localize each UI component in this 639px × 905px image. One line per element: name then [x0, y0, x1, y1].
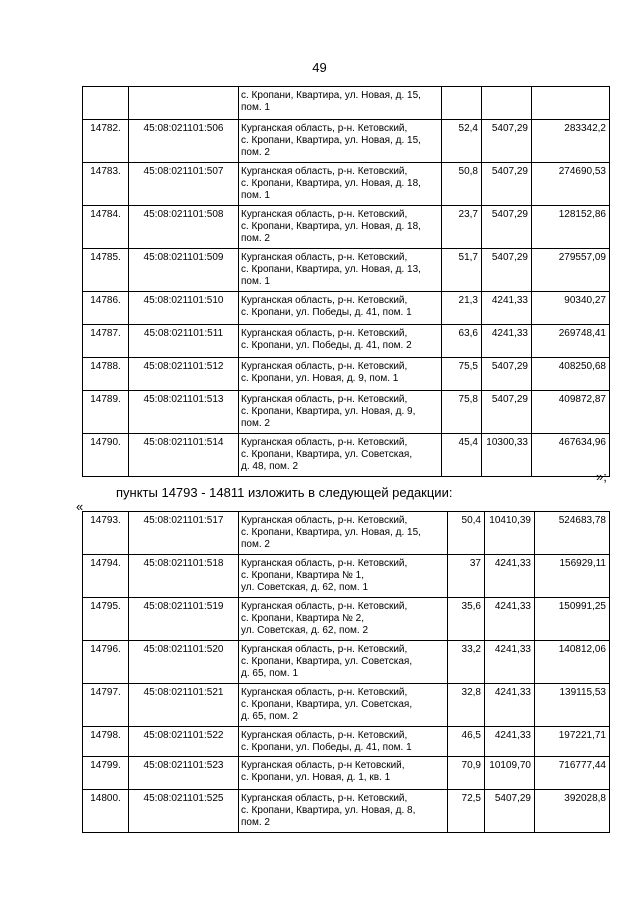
- rate-cell: 5407,29: [485, 790, 535, 833]
- rate-cell: 4241,33: [485, 684, 535, 727]
- row-number-cell: 14796.: [83, 641, 129, 684]
- area-cell: 33,2: [448, 641, 485, 684]
- table-row: [83, 757, 610, 790]
- amendment-instruction: пункты 14793 - 14811 изложить в следующей редакции:: [116, 485, 453, 500]
- cadastral-value-cell: 150991,25: [535, 598, 610, 641]
- area-cell: 50,4: [448, 512, 485, 555]
- cadastral-number-cell: 45:08:021101:525: [129, 790, 239, 833]
- area-cell: 75,8: [442, 391, 482, 434]
- rate-cell: 10300,33: [482, 434, 532, 477]
- row-number-cell: 14787.: [83, 325, 129, 358]
- rate-cell: 4241,33: [485, 727, 535, 757]
- cadastral-number-cell: 45:08:021101:517: [129, 512, 239, 555]
- area-cell: [442, 87, 482, 120]
- cadastral-number-cell: 45:08:021101:523: [129, 757, 239, 790]
- row-number-cell: 14797.: [83, 684, 129, 727]
- row-number-cell: 14785.: [83, 249, 129, 292]
- rate-cell: 5407,29: [482, 249, 532, 292]
- area-cell: 52,4: [442, 120, 482, 163]
- area-cell: 23,7: [442, 206, 482, 249]
- cadastral-value-cell: 467634,96: [532, 434, 610, 477]
- opening-quote: «: [76, 499, 84, 514]
- address-cell: Курганская область, р-н. Кетовский, с. Кропани, Квартира, ул. Советская, д. 65, пом. 1: [239, 641, 448, 684]
- cadastral-number-cell: 45:08:021101:520: [129, 641, 239, 684]
- cadastral-number-cell: 45:08:021101:514: [129, 434, 239, 477]
- cadastral-number-cell: 45:08:021101:519: [129, 598, 239, 641]
- address-cell: Курганская область, р-н. Кетовский, с. Кропани, Квартира, ул. Новая, д. 18, пом. 2: [239, 206, 442, 249]
- cadastral-value-cell: 140812,06: [535, 641, 610, 684]
- address-cell: Курганская область, р-н. Кетовский, с. Кропани, Квартира, ул. Новая, д. 8, пом. 2: [239, 790, 448, 833]
- cadastral-number-cell: 45:08:021101:511: [129, 325, 239, 358]
- address-cell: Курганская область, р-н. Кетовский, с. Кропани, Квартира, ул. Новая, д. 15, пом. 2: [239, 120, 442, 163]
- cadastral-number-cell: 45:08:021101:506: [129, 120, 239, 163]
- rate-cell: 10410,39: [485, 512, 535, 555]
- area-cell: 45,4: [442, 434, 482, 477]
- row-number-cell: 14782.: [83, 120, 129, 163]
- area-cell: 32,8: [448, 684, 485, 727]
- rate-cell: 4241,33: [482, 325, 532, 358]
- rate-cell: 4241,33: [482, 292, 532, 325]
- table-row: [83, 206, 610, 249]
- table-row: [83, 358, 610, 391]
- row-number-cell: 14793.: [83, 512, 129, 555]
- cadastral-value-cell: 283342,2: [532, 120, 610, 163]
- row-number-cell: 14799.: [83, 757, 129, 790]
- row-number-cell: 14786.: [83, 292, 129, 325]
- area-cell: 75,5: [442, 358, 482, 391]
- row-number-cell: 14800.: [83, 790, 129, 833]
- row-number-cell: 14790.: [83, 434, 129, 477]
- address-cell: Курганская область, р-н. Кетовский, с. Кропани, ул. Победы, д. 41, пом. 2: [239, 325, 442, 358]
- cadastral-number-cell: 45:08:021101:522: [129, 727, 239, 757]
- address-cell: Курганская область, р-н. Кетовский, с. Кропани, Квартира, ул. Новая, д. 15, пом. 2: [239, 512, 448, 555]
- cadastral-number-cell: 45:08:021101:513: [129, 391, 239, 434]
- cadastral-value-cell: 716777,44: [535, 757, 610, 790]
- row-number-cell: 14798.: [83, 727, 129, 757]
- cadastral-number-cell: 45:08:021101:507: [129, 163, 239, 206]
- table-row: [83, 163, 610, 206]
- address-cell: с. Кропани, Квартира, ул. Новая, д. 15, пом. 1: [239, 87, 442, 120]
- table-row: [83, 684, 610, 727]
- rate-cell: 5407,29: [482, 163, 532, 206]
- cadastral-value-cell: 139115,53: [535, 684, 610, 727]
- rate-cell: 5407,29: [482, 391, 532, 434]
- cadastral-value-cell: 269748,41: [532, 325, 610, 358]
- row-number-cell: 14789.: [83, 391, 129, 434]
- rate-cell: [482, 87, 532, 120]
- table-row: [83, 512, 610, 555]
- cadastral-number-cell: 45:08:021101:508: [129, 206, 239, 249]
- cadastral-value-cell: 197221,71: [535, 727, 610, 757]
- address-cell: Курганская область, р-н. Кетовский, с. Кропани, ул. Победы, д. 41, пом. 1: [239, 727, 448, 757]
- address-cell: Курганская область, р-н. Кетовский, с. Кропани, ул. Победы, д. 41, пом. 1: [239, 292, 442, 325]
- area-cell: 35,6: [448, 598, 485, 641]
- rate-cell: 4241,33: [485, 598, 535, 641]
- area-cell: 37: [448, 555, 485, 598]
- row-number-cell: 14794.: [83, 555, 129, 598]
- cadastral-value-cell: 524683,78: [535, 512, 610, 555]
- property-table-continued: [82, 86, 610, 477]
- address-cell: Курганская область, р-н. Кетовский, с. Кропани, Квартира, ул. Советская, д. 48, пом. 2: [239, 434, 442, 477]
- table-row: [83, 641, 610, 684]
- row-number-cell: [83, 87, 129, 120]
- address-cell: Курганская область, р-н. Кетовский, с. Кропани, Квартира № 1, ул. Советская, д. 62, пом. 1: [239, 555, 448, 598]
- row-number-cell: 14784.: [83, 206, 129, 249]
- table-row: [83, 727, 610, 757]
- area-cell: 46,5: [448, 727, 485, 757]
- row-number-cell: 14795.: [83, 598, 129, 641]
- table-row: [83, 434, 610, 477]
- row-number-cell: 14783.: [83, 163, 129, 206]
- cadastral-value-cell: 409872,87: [532, 391, 610, 434]
- table-row: [83, 292, 610, 325]
- table-row: [83, 391, 610, 434]
- cadastral-value-cell: 408250,68: [532, 358, 610, 391]
- area-cell: 72,5: [448, 790, 485, 833]
- cadastral-value-cell: 156929,11: [535, 555, 610, 598]
- area-cell: 63,6: [442, 325, 482, 358]
- cadastral-value-cell: 392028,8: [535, 790, 610, 833]
- cadastral-number-cell: 45:08:021101:510: [129, 292, 239, 325]
- area-cell: 21,3: [442, 292, 482, 325]
- rate-cell: 5407,29: [482, 358, 532, 391]
- row-number-cell: 14788.: [83, 358, 129, 391]
- address-cell: Курганская область, р-н. Кетовский, с. Кропани, Квартира, ул. Новая, д. 9, пом. 2: [239, 391, 442, 434]
- cadastral-number-cell: 45:08:021101:512: [129, 358, 239, 391]
- cadastral-value-cell: 279557,09: [532, 249, 610, 292]
- address-cell: Курганская область, р-н Кетовский, с. Кропани, ул. Новая, д. 1, кв. 1: [239, 757, 448, 790]
- cadastral-value-cell: 90340,27: [532, 292, 610, 325]
- table-row: [83, 598, 610, 641]
- table-row: [83, 325, 610, 358]
- cadastral-value-cell: 128152,86: [532, 206, 610, 249]
- address-cell: Курганская область, р-н. Кетовский, с. Кропани, Квартира, ул. Советская, д. 65, пом. 2: [239, 684, 448, 727]
- address-cell: Курганская область, р-н. Кетовский, с. Кропани, Квартира, ул. Новая, д. 13, пом. 1: [239, 249, 442, 292]
- rate-cell: 10109,70: [485, 757, 535, 790]
- cadastral-number-cell: 45:08:021101:509: [129, 249, 239, 292]
- cadastral-number-cell: 45:08:021101:521: [129, 684, 239, 727]
- page-number: 49: [312, 60, 327, 75]
- cadastral-value-cell: 274690,53: [532, 163, 610, 206]
- area-cell: 51,7: [442, 249, 482, 292]
- cadastral-value-cell: [532, 87, 610, 120]
- address-cell: Курганская область, р-н. Кетовский, с. Кропани, ул. Новая, д. 9, пом. 1: [239, 358, 442, 391]
- cadastral-number-cell: [129, 87, 239, 120]
- rate-cell: 4241,33: [485, 555, 535, 598]
- rate-cell: 5407,29: [482, 206, 532, 249]
- table-row: [83, 790, 610, 833]
- area-cell: 50,8: [442, 163, 482, 206]
- address-cell: Курганская область, р-н. Кетовский, с. Кропани, Квартира № 2, ул. Советская, д. 62, пом. 2: [239, 598, 448, 641]
- area-cell: 70,9: [448, 757, 485, 790]
- table-row: [83, 120, 610, 163]
- cadastral-number-cell: 45:08:021101:518: [129, 555, 239, 598]
- property-table-amended: [82, 511, 610, 833]
- rate-cell: 5407,29: [482, 120, 532, 163]
- closing-quote: »;: [596, 469, 607, 484]
- table-row: [83, 87, 610, 120]
- address-cell: Курганская область, р-н. Кетовский, с. Кропани, Квартира, ул. Новая, д. 18, пом. 1: [239, 163, 442, 206]
- table-row: [83, 555, 610, 598]
- table-row: [83, 249, 610, 292]
- rate-cell: 4241,33: [485, 641, 535, 684]
